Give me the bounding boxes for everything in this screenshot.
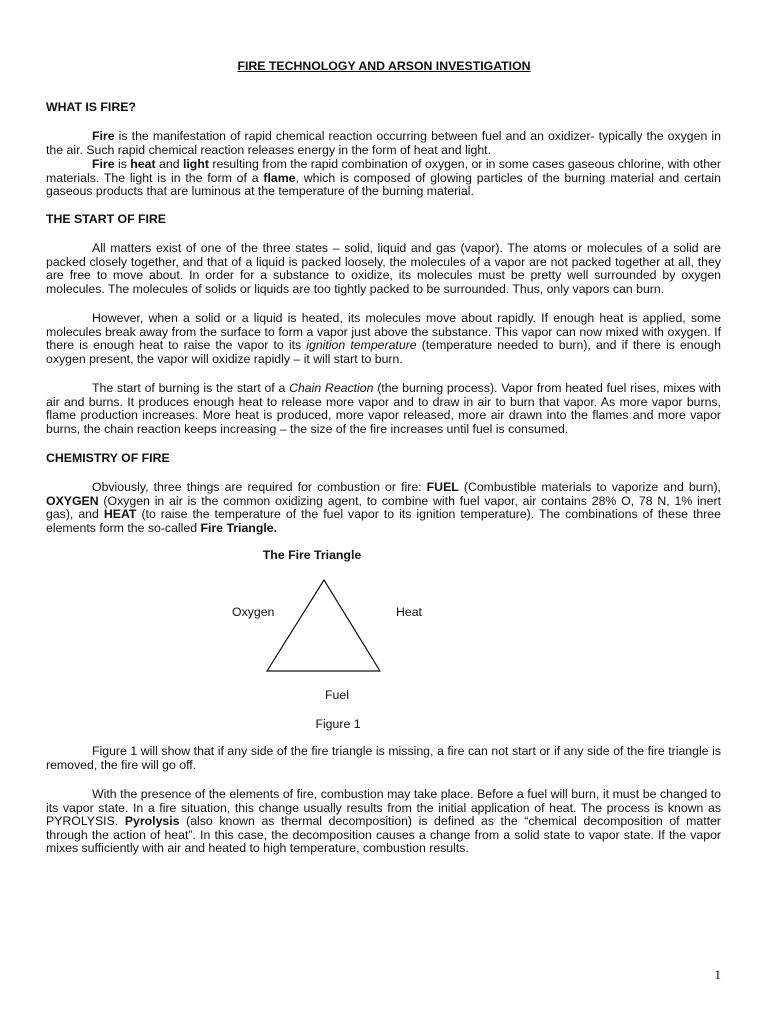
page-number: 1 xyxy=(714,967,721,982)
text-run: is the manifestation of rapid chemical reaction occurring between fuel and an oxidizer- typically the oxygen in the air. Such rapid chemical reaction releases energy in the form of heat and light. xyxy=(46,129,721,157)
term-heat: HEAT xyxy=(103,507,137,522)
text-run: and xyxy=(155,157,183,171)
text-run: resulting from the rapid combination of oxygen, or in some cases gaseous chlorine, with other materials. The light is in the form of a xyxy=(46,157,721,185)
paragraph-states-of-matter: All matters exist of one of the three states – solid, liquid and gas (vapor). The atoms or molecules of a solid are packed closely together, and that of a liquid is packed loosely, the molecules of a vapor are not packed together at all, they are free to move about. In order for a substance to oxidize, its molecules must be pretty well surrounded by oxygen molecules. The molecules of solids or liquids are too tightly packed to be surrounded. Thus, only vapors can burn. xyxy=(46,241,721,296)
term-fire: Fire xyxy=(92,129,115,143)
figure-title: The Fire Triangle xyxy=(262,548,362,562)
text-run: is xyxy=(114,157,131,171)
heading-start-of-fire: THE START OF FIRE xyxy=(46,212,167,226)
paragraph-figure-explanation: Figure 1 will show that if any side of the fire triangle is missing, a fire can not start or if any side of the fire triangle is removed, the fire will go off. xyxy=(46,744,721,772)
term-pyrolysis: Pyrolysis xyxy=(124,814,180,829)
figure-caption: Figure 1 xyxy=(315,717,361,731)
term-fire-triangle: Fire Triangle. xyxy=(200,520,278,535)
heading-chemistry-of-fire: CHEMISTRY OF FIRE xyxy=(46,451,170,465)
term-flame: flame xyxy=(263,170,296,185)
text-run: The start of burning is the start of a xyxy=(92,381,290,395)
term-fire: Fire xyxy=(92,157,115,171)
text-run: However, when a solid or a liquid is heated, its molecules move about rapidly. If enough heat is applied, some molecules break away from the surface to form a vapor just above the substance. This vapor can now mixed with oxygen. If there is enough heat to raise the vapor to its xyxy=(46,311,721,353)
term-heat: heat xyxy=(130,157,156,171)
term-oxygen: OXYGEN xyxy=(46,493,99,508)
paragraph-pyrolysis xyxy=(46,788,721,856)
triangle-label-fuel: Fuel xyxy=(325,688,349,702)
fire-triangle-shape xyxy=(267,580,380,671)
text-run: (temperature needed to burn), and if there is enough oxygen present, the vapor will oxidize rapidly – it will start to burn. xyxy=(46,338,721,366)
term-chain-reaction: Chain Reaction xyxy=(289,381,374,395)
text-run: (to raise the temperature of the fuel vapor to its ignition temperature). The combinations of these three elements form the so-called xyxy=(46,507,721,535)
text-run: Obviously, three things are required for combustion or fire: xyxy=(92,480,427,494)
text-run: (also known as thermal decomposition) is defined as the “chemical decomposition of matter through the action of heat”. In this case, the decomposition causes a change from a solid state to vapor state. If the vapor mixes sufficiently with air and heated to high temperature, combustion results. xyxy=(46,814,722,856)
term-light: light xyxy=(182,157,209,171)
document-title: FIRE TECHNOLOGY AND ARSON INVESTIGATION xyxy=(237,59,531,73)
heading-what-is-fire: WHAT IS FIRE? xyxy=(46,100,136,114)
term-fuel: FUEL xyxy=(426,480,459,494)
triangle-label-heat: Heat xyxy=(396,605,422,619)
text-run: With the presence of the elements of fire, combustion may take place. Before a fuel will burn, it must be changed to its vapor state. In a fire situation, this change usually results from the initial application of heat. The process is known as PYROLYSIS. xyxy=(46,787,721,829)
text-run: (Oxygen in air is the common oxidizing agent, to combine with fuel vapor, air contains 28% O, 78 N, 1% inert gas), and xyxy=(46,493,721,522)
text-run: (Combustible materials to vaporize and burn), xyxy=(458,480,721,494)
text-run: (the burning process). Vapor from heated fuel rises, mixes with air and burns. It produces enough heat to release more vapor and to draw in air to burn that vapor. As more vapor burns, flame production increases. More heat is produced, more vapor released, more air drawn into the flames and more vapor burns, the chain reaction keeps increasing – the size of the fire increases until fuel is consumed. xyxy=(46,381,721,436)
triangle-label-oxygen: Oxygen xyxy=(232,605,275,619)
text-run: , which is composed of glowing particles of the burning material and certain gaseous products that are luminous at the temperature of the burning material. xyxy=(46,170,721,199)
term-ignition-temperature: ignition temperature xyxy=(306,338,417,353)
